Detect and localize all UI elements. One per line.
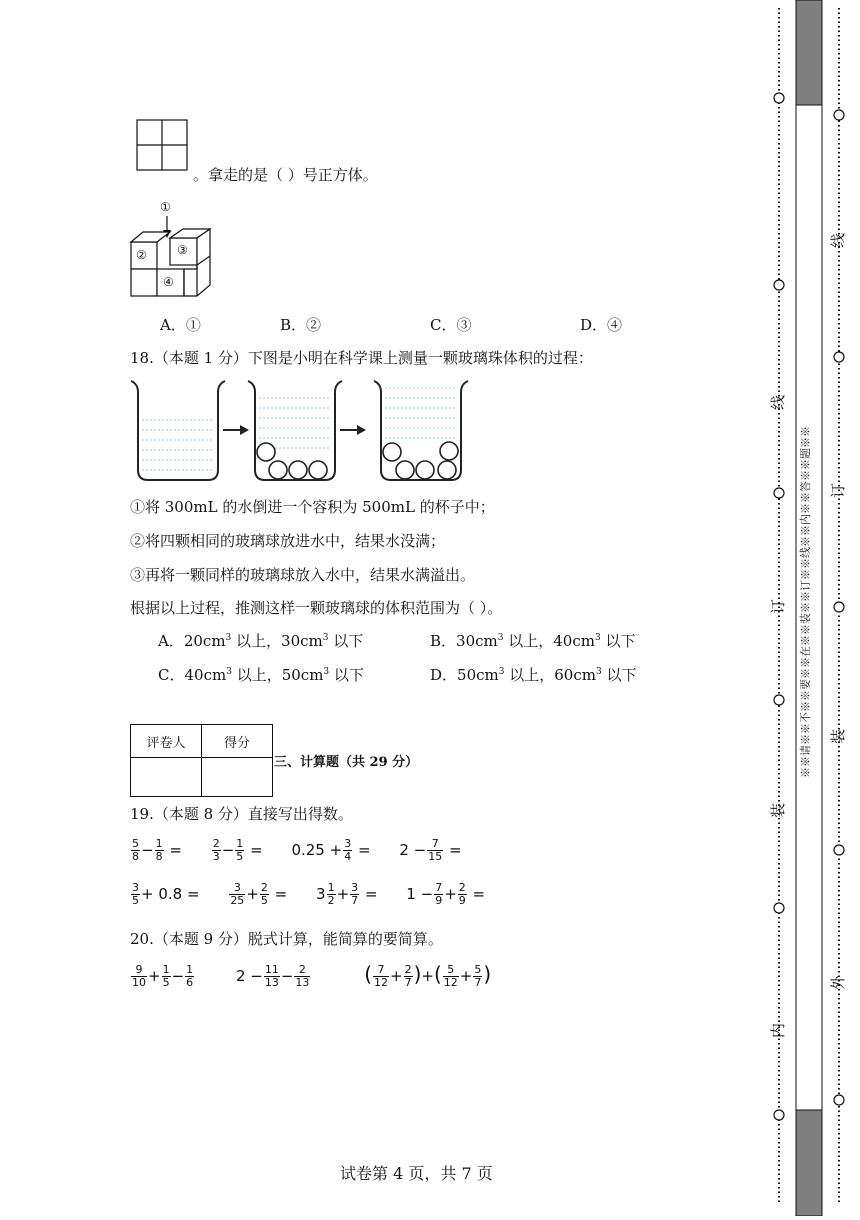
q17-option-a[interactable]: A．①	[160, 316, 201, 334]
cube-label-1: ①	[160, 200, 171, 214]
q18-stem: 18.（本题 1 分）下图是小明在科学课上测量一颗玻璃珠体积的过程：	[130, 349, 593, 367]
q19-expr-8: 1 − $\frac{7}{9}$ + $\frac{2}{9}$ =	[406, 881, 486, 907]
q17-option-b[interactable]: B．②	[280, 316, 322, 334]
score-header: 得分	[202, 725, 273, 758]
fraction: $\frac{2}{13}$	[295, 963, 310, 989]
grader-cell[interactable]	[131, 758, 202, 797]
fraction: $\frac{2}{5}$	[260, 881, 268, 907]
q19-expr-6: $\frac{3}{25}$ + $\frac{2}{5}$ =	[230, 881, 288, 907]
binding-outer-zhuang: 装	[829, 728, 848, 745]
fraction: $\frac{1}{8}$	[155, 837, 163, 863]
binding-outer-ding: 订	[829, 482, 848, 499]
fraction: $\frac{1}{5}$	[236, 837, 244, 863]
binding-inner-ding: 订	[769, 598, 788, 615]
fraction: $\frac{5}{7}$	[474, 963, 482, 989]
q19-row-1	[130, 838, 486, 863]
q19-expr-5: $\frac{3}{5}$ + 0.8 =	[132, 881, 200, 907]
q20-expr-1: $\frac{9}{10}$ + $\frac{1}{5}$ − $\frac{1}{6}$	[132, 963, 194, 989]
q19-stem: 19.（本题 8 分）直接写出得数。	[130, 805, 353, 823]
binding-outer-wai: 外	[829, 974, 848, 991]
q20-expr-2: 2 − $\frac{11}{13}$ − $\frac{2}{13}$	[235, 963, 310, 989]
opt-text: 以上，60cm	[504, 666, 596, 684]
fraction: $\frac{11}{13}$	[264, 963, 279, 989]
score-table	[130, 724, 273, 797]
q18-beaker-figure	[128, 378, 474, 488]
cube-label-3: ③	[177, 243, 188, 257]
q18-option-c[interactable]	[158, 664, 364, 685]
fraction: $\frac{5}{12}$	[443, 963, 458, 989]
fraction: $\frac{7}{9}$	[435, 881, 443, 907]
q18-option-d[interactable]	[430, 664, 636, 685]
q19-expr-7: 3 $\frac{1}{2}$ + $\frac{3}{7}$ =	[316, 881, 378, 907]
q20-expr-3: ( $\frac{7}{12}$ + $\frac{2}{7}$ )+( $\frac{5}{12}$ + $\frac{5}{7}$ )	[364, 962, 492, 989]
cube-label-2: ②	[136, 248, 147, 262]
q18-step-1: ①将 300mL 的水倒进一个容积为 500mL 的杯子中；	[130, 498, 495, 516]
opt-text: 以下	[601, 666, 637, 684]
q18-option-b[interactable]	[430, 630, 635, 651]
opt-text: A．20cm	[158, 632, 226, 650]
q18-option-a[interactable]	[158, 630, 363, 651]
opt-text: 以上，30cm	[231, 632, 323, 650]
q19-expr-1: $\frac{5}{8}$ − $\frac{1}{8}$ =	[132, 837, 182, 863]
opt-sup: 3	[226, 667, 232, 677]
q19-expr-2: $\frac{2}{3}$ − $\frac{1}{5}$ =	[212, 837, 263, 863]
fraction: $\frac{2}{7}$	[404, 963, 412, 989]
q18-question: 根据以上过程，推测这样一颗玻璃球的体积范围为（ ）。	[130, 599, 503, 617]
q17-question-tail: 。拿走的是（ ）号正方体。	[193, 166, 378, 184]
opt-sup: 3	[498, 667, 505, 677]
opt-sup: 3	[323, 667, 330, 677]
opt-text: 以下	[328, 632, 364, 650]
opt-sup: 3	[595, 667, 602, 677]
q18-step-2: ②将四颗相同的玻璃球放进水中，结果水没满；	[130, 532, 446, 550]
cube-label-4: ④	[163, 275, 174, 289]
fraction: $\frac{7}{12}$	[374, 963, 388, 989]
page-footer: 试卷第 4 页，共 7 页	[340, 1164, 493, 1183]
fraction: $\frac{1}{2}$	[327, 881, 335, 907]
binding-notice: ※※请※※不※※要※※在※※装※※订※※线※※内※※答※※题※※	[799, 426, 812, 778]
opt-text: 以下	[329, 666, 364, 684]
binding-inner-zhuang: 装	[769, 802, 788, 819]
fraction: $\frac{3}{25}$	[230, 881, 245, 907]
grader-header: 评卷人	[131, 725, 202, 758]
opt-text: 以上，50cm	[231, 666, 324, 684]
opt-sup: 3	[322, 633, 329, 643]
fraction: $\frac{1}{6}$	[186, 963, 194, 989]
opt-sup: 3	[497, 633, 504, 643]
fraction: $\frac{9}{10}$	[132, 963, 146, 989]
fraction: $\frac{2}{3}$	[212, 837, 220, 863]
q17-option-d[interactable]: D．④	[580, 316, 623, 334]
q19-expr-4: 2 − $\frac{7}{15}$ =	[399, 837, 462, 863]
opt-text: D．50cm	[430, 666, 499, 684]
binding-outer-xian: 线	[829, 232, 848, 249]
fraction: $\frac{5}{8}$	[132, 837, 139, 863]
q17-option-c[interactable]: C．③	[430, 316, 472, 334]
opt-text: 以下	[600, 632, 636, 650]
opt-sup: 3	[225, 633, 232, 643]
binding-inner-xian: 线	[769, 394, 788, 411]
fraction: $\frac{1}{5}$	[162, 963, 170, 989]
q17-small-grid-figure	[136, 119, 190, 177]
fraction: $\frac{2}{9}$	[458, 881, 466, 907]
opt-sup: 3	[594, 633, 601, 643]
fraction: $\frac{3}{7}$	[351, 881, 359, 907]
opt-text: C．40cm	[158, 666, 227, 684]
q19-row-2	[130, 882, 509, 907]
score-cell[interactable]	[202, 758, 273, 797]
fraction: $\frac{3}{5}$	[132, 881, 139, 907]
binding-inner-nei: 内	[769, 1022, 788, 1039]
q20-row	[130, 962, 515, 989]
opt-text: B．30cm	[430, 632, 498, 650]
fraction: $\frac{3}{4}$	[344, 837, 352, 863]
section-3-title: 三、计算题（共 29 分）	[274, 755, 419, 770]
opt-text: 以上，40cm	[503, 632, 595, 650]
q18-step-3: ③再将一颗同样的玻璃球放入水中，结果水满溢出。	[130, 566, 476, 584]
q20-stem: 20.（本题 9 分）脱式计算，能简算的要简算。	[130, 930, 443, 948]
q19-expr-3: 0.25 + $\frac{3}{4}$ =	[291, 837, 371, 863]
fraction: $\frac{7}{15}$	[428, 837, 443, 863]
